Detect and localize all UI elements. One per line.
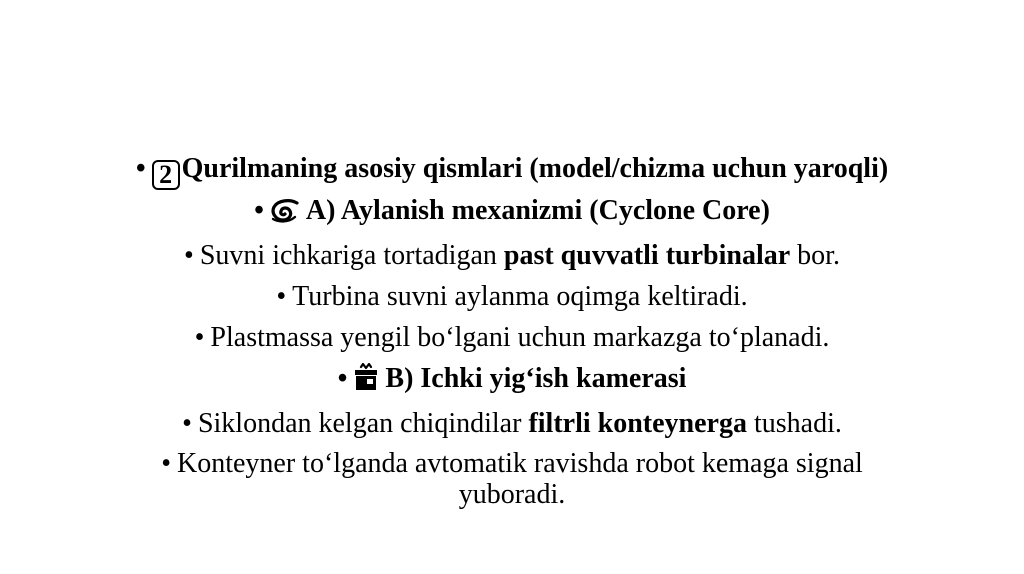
bullet: • (337, 363, 348, 394)
bullet-turbines-post: bor. (790, 240, 840, 271)
subheading-rotation-text: A) Aylanish mexanizmi (Cyclone Core) (305, 195, 770, 226)
bullet-container-full-text-1: Konteyner to‘lganda avtomatik ravishda robot kemaga signal (177, 448, 863, 479)
subheading-chamber-text: B) Ichki yig‘ish kamerasi (385, 363, 687, 394)
slide-body (92, 148, 932, 510)
bullet-filter (92, 403, 932, 444)
bullet: • (182, 408, 192, 439)
bullet: • (135, 153, 146, 184)
bullet-container-full-text-2: yuboradi. (458, 479, 566, 510)
subheading-rotation (92, 190, 932, 235)
bullet-turbine-flow-text: Turbina suvni aylanma oqimga keltiradi. (292, 281, 748, 312)
subheading-chamber (92, 358, 932, 403)
heading-components (92, 148, 932, 190)
bullet: • (161, 448, 171, 479)
bullet: • (276, 281, 287, 312)
bullet-filter-pre: Siklondan kelgan chiqindilar (197, 408, 529, 439)
bullet-container-full (92, 444, 932, 510)
bullet-filter-post: tushadi. (746, 408, 842, 439)
bullet: • (184, 240, 194, 271)
bullet: • (254, 195, 264, 226)
bullet-turbine-flow (92, 276, 932, 317)
bullet-plastic (92, 317, 932, 358)
bullet-turbines-bold: past quvvatli turbinalar (503, 240, 791, 271)
trash-bin-icon (353, 362, 379, 403)
heading-components-text: Qurilmaning asosiy qismlari (model/chizma uchun yaroqli) (181, 153, 889, 184)
bullet-turbines (92, 235, 932, 276)
cyclone-icon (270, 194, 300, 235)
bullet-turbines-pre: Suvni ichkariga tortadigan (199, 240, 504, 271)
bullet: • (194, 322, 205, 353)
keycap-number-icon: 2 (152, 160, 180, 190)
bullet-filter-bold: filtrli konteynerga (528, 408, 747, 439)
bullet-plastic-text: Plastmassa yengil bo‘lgani uchun markazga to‘planadi. (210, 322, 830, 353)
